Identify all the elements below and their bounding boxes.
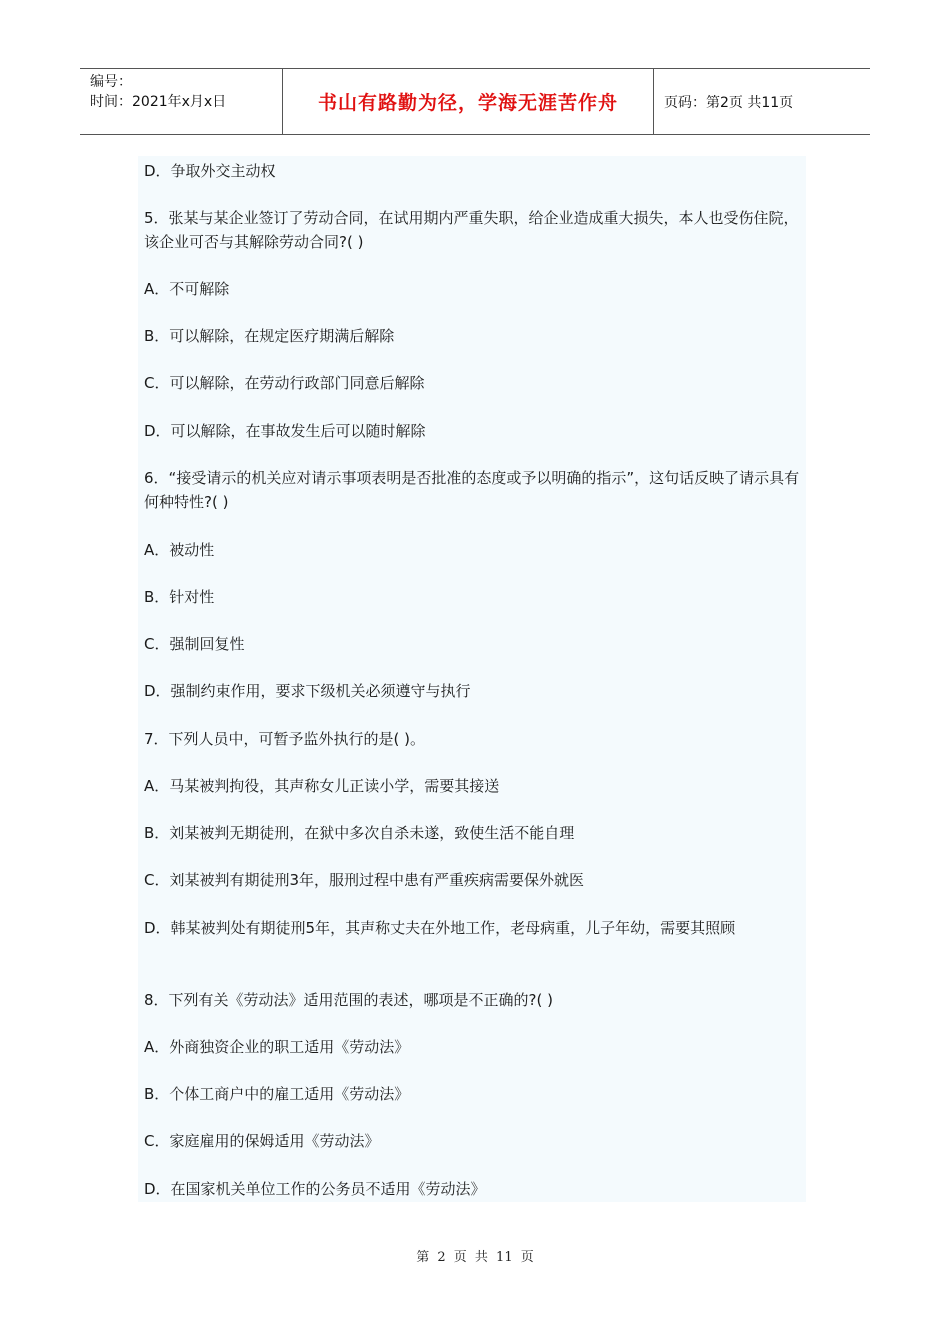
question-7: 7．下列人员中，可暂予监外执行的是( )。: [144, 730, 426, 748]
option-line: A．马某被判拘役，其声称女儿正读小学，需要其接送: [144, 777, 500, 795]
option-line: A．外商独资企业的职工适用《劳动法》: [144, 1038, 410, 1056]
header-meta: [80, 69, 282, 134]
header-motto: 书山有路勤为径，学海无涯苦作舟: [282, 69, 654, 134]
header-page-info: 页码：第2页 共11页: [664, 94, 794, 111]
option-line: B．可以解除，在规定医疗期满后解除: [144, 327, 395, 345]
option-line: D．在国家机关单位工作的公务员不适用《劳动法》: [144, 1180, 486, 1198]
question-5: 5．张某与某企业签订了劳动合同，在试用期内严重失职，给企业造成重大损失，本人也受伤住院，该企业可否与其解除劳动合同?( ): [144, 209, 799, 251]
question-6: 6．“接受请示的机关应对请示事项表明是否批准的态度或予以明确的指示”，这句话反映了请示具有何种特性?( ): [144, 469, 800, 511]
option-line: A．被动性: [144, 541, 215, 559]
option-line: D．韩某被判处有期徒刑5年，其声称丈夫在外地工作，老母病重，儿子年幼，需要其照顾: [144, 919, 736, 937]
option-line: B．针对性: [144, 588, 215, 606]
page-footer: 第 2 页 共 11 页: [416, 1250, 534, 1265]
option-line: D．强制约束作用，要求下级机关必须遵守与执行: [144, 682, 471, 700]
option-line: D．可以解除，在事故发生后可以随时解除: [144, 422, 426, 440]
page-header: [80, 68, 870, 135]
option-line: B．个体工商户中的雇工适用《劳动法》: [144, 1085, 410, 1103]
option-line: C．家庭雇用的保姆适用《劳动法》: [144, 1132, 380, 1150]
option-line: C．强制回复性: [144, 635, 245, 653]
option-line: C．刘某被判有期徒刑3年，服刑过程中患有严重疾病需要保外就医: [144, 871, 585, 889]
question-8: 8．下列有关《劳动法》适用范围的表述，哪项是不正确的?( ): [144, 991, 553, 1009]
text-line: D．争取外交主动权: [144, 162, 276, 180]
number-label: 编号：: [90, 74, 132, 90]
time-label: 时间：2021年x月x日: [90, 94, 227, 110]
option-line: C．可以解除，在劳动行政部门同意后解除: [144, 374, 425, 392]
option-line: A．不可解除: [144, 280, 230, 298]
option-line: B．刘某被判无期徒刑，在狱中多次自杀未遂，致使生活不能自理: [144, 824, 575, 842]
document-body: [138, 156, 806, 1202]
